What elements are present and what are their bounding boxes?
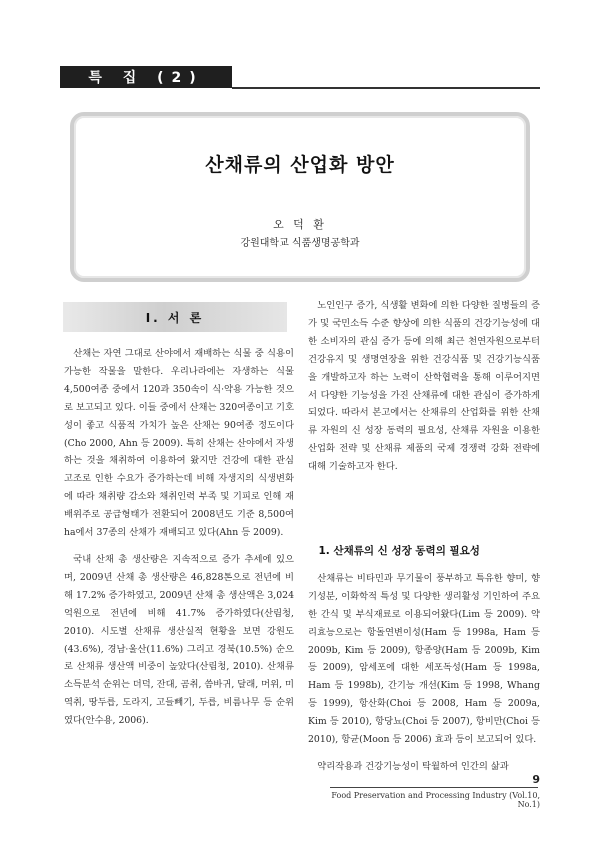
body-paragraph: 산채류는 비타민과 무기물이 풍부하고 특유한 향미, 향기성분, 이화학적 특성 및 다양한 생리활성 기인하여 주요한 간식 및 부식재료로 이용되어왔다(Lim 등 2009). 약리효능으로는 항돌연변이성(Ham 등 1998a, Ham 등 2009b, Kim 등 2009), 항종양(Ham 등 2009b, Kim 등 2009), 암세포에 대한 세포독성(Ham 등 1998a, Ham 등 1998b), 간기능 개선(Kim 등 1998, Whang 등 1999), 항산화(Choi 등 2008, Ham 등 2009a, Kim 등 2010), 항당뇨(Choi 등 2007), 항비만(Choi 등 2010), 항균(Moon 등 2006) 효과 등이 보고되어 있다. [308,572,540,746]
body-paragraph: 산채는 자연 그대로 산야에서 재배하는 식물 중 식용이 가능한 작물을 말한다. 우리나라에는 자생하는 식물 4,500여종 중에서 120과 350속이 식·약용 가능한 것으로 보고되고 있다. 이들 중에서 산채는 320여종이고 기호성이 좋고 식품적 가치가 높은 산채는 90여종 정도이다(Cho 2000, Ahn 등 2009). 특히 산채는 산야에서 자생하는 것을 채취하여 이용하여 왔지만 건강에 대한 관심 고조로 인한 수요가 증가하는데 비해 자생지의 식생변화에 따라 채취량 감소와 채취인력 부족 및 기피로 인해 재배위주로 공급형태가 전환되어 2008년도 기준 8,500여 ha에서 37종의 산채가 재배되고 있다(Ahn 등 2009). [64,348,294,539]
journal-citation: Food Preservation and Processing Industry (Vol.10, No.1) [331,791,540,809]
footer-divider [330,787,538,788]
right-column-intro [308,297,540,485]
section-heading-label: Ⅰ. 서 론 [145,310,205,325]
author-name: 오 덕 환 [273,218,327,231]
title-box [70,112,530,282]
body-paragraph: 국내 산채 총 생산량은 지속적으로 증가 추세에 있으며, 2009년 산채 총 생산량은 46,828톤으로 전년에 비해 17.2% 증가하였고, 2009년 산채 총 생산액은 3,024억원으로 전년에 비해 41.7% 증가하였다(산림청, 2010). 시도별 산채류 생산실적 현황을 보면 강원도(43.6%), 경남·울산(11.6%) 그리고 경북(10.5%) 순으로 산채류 생산액 비중이 높았다(산림청, 2010). 산채류 소득분석 순위는 더덕, 잔대, 곰취, 씀바귀, 달래, 머위, 미역취, 땅두릅, 도라지, 고들빼기, 두릅, 비름나무 등 순위였다(안수용, 2006). [64,553,294,727]
body-paragraph: 약리작용과 건강기능성이 탁월하여 인간의 삶과 [317,760,509,772]
author-affiliation: 강원대학교 식품생명공학과 [240,238,360,249]
banner-label: 특 집 (2) [88,70,204,86]
section-heading-growth-engine: 1. 산채류의 신 성장 동력의 필요성 [318,545,480,557]
article-title: 산채류의 산업화 방안 [205,154,395,176]
page-number: 9 [532,773,540,786]
banner-divider [232,87,540,89]
body-paragraph: 노인인구 증가, 식생활 변화에 의한 다양한 질병들의 증가 및 국민소득 수준 향상에 의한 식품의 건강기능성에 대한 소비자의 관심 증가 등에 의해 최근 천연자원으로부터 건강유지 및 생명연장을 위한 건강식품 및 건강기능식품을 개발하고자 하는 노력이 산학협력을 통해 이루어지면서 다양한 기능성을 가진 산채류에 대한 관심이 증가하게 되었다. 따라서 본고에서는 산채류의 산업화를 위한 산채류 자원의 신 성장 동력의 필요성, 산채류 자원을 이용한 산업화 전략 및 산채류 제품의 국제 경쟁력 강화 전략에 대해 기술하고자 한다. [308,300,540,473]
left-column [64,345,294,739]
feature-banner [60,66,232,88]
right-column-section2 [308,543,540,785]
section-heading-introduction [63,302,287,332]
